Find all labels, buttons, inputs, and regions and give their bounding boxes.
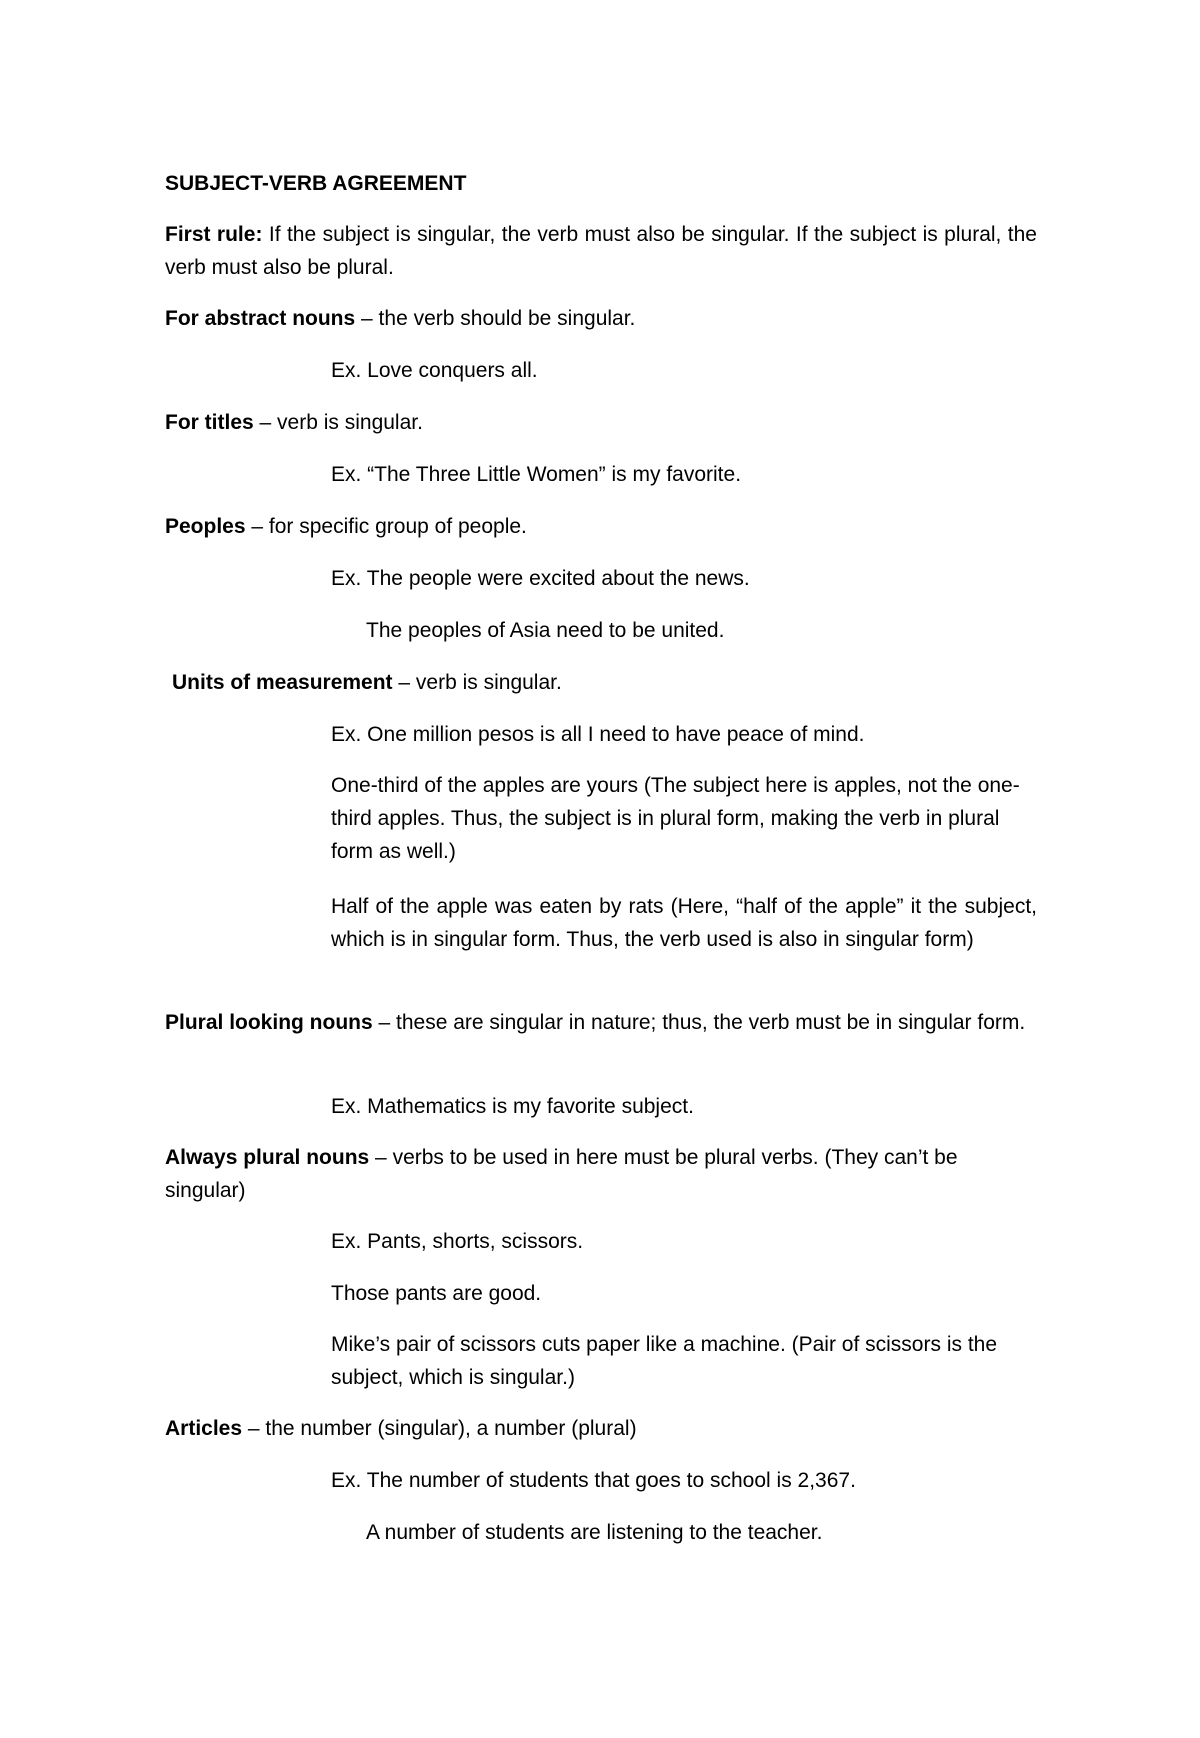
titles-rule <box>165 409 423 437</box>
titles-example: Ex. “The Three Little Women” is my favorite. <box>331 463 742 486</box>
first-rule-paragraph <box>165 218 1037 284</box>
units-label: Units of measurement <box>172 671 393 694</box>
peoples-example-1: Ex. The people were excited about the news. <box>331 567 750 590</box>
articles-label: Articles <box>165 1417 243 1440</box>
peoples-label: Peoples <box>165 515 246 538</box>
peoples-rule <box>165 513 527 541</box>
titles-label: For titles <box>165 411 254 434</box>
first-rule-text: If the subject is singular, the verb must also be singular. If the subject is plural, the verb must also be plural. <box>165 223 1037 279</box>
articles-rule <box>165 1415 637 1443</box>
always-plural-example-1: Ex. Pants, shorts, scissors. <box>331 1230 584 1253</box>
always-plural-label: Always plural nouns <box>165 1146 370 1169</box>
abstract-nouns-text: – the verb should be singular. <box>355 307 636 330</box>
articles-example-2: A number of students are listening to the teacher. <box>366 1521 823 1544</box>
abstract-nouns-example: Ex. Love conquers all. <box>331 359 538 382</box>
plural-looking-text: – these are singular in nature; thus, the verb must be in singular form. <box>372 1011 1026 1034</box>
document-title: SUBJECT-VERB AGREEMENT <box>165 172 467 195</box>
units-example-3: Half of the apple was eaten by rats (Here, “half of the apple” it the subject, which is in singular form. Thus, the verb used is also in singular form) <box>331 895 1037 951</box>
plural-looking-example: Ex. Mathematics is my favorite subject. <box>331 1095 694 1118</box>
abstract-nouns-rule <box>165 305 635 333</box>
peoples-text: – for specific group of people. <box>245 515 527 538</box>
always-plural-rule <box>165 1141 1037 1207</box>
articles-example-1: Ex. The number of students that goes to school is 2,367. <box>331 1469 856 1492</box>
units-example-1: Ex. One million pesos is all I need to have peace of mind. <box>331 723 865 746</box>
units-example-2: One-third of the apples are yours (The subject here is apples, not the one-third apples. Thus, the subject is in plural form, making the verb in plural form as well.) <box>331 774 1020 863</box>
plural-looking-rule <box>165 1006 1037 1039</box>
units-text: – verb is singular. <box>392 671 562 694</box>
plural-looking-label: Plural looking nouns <box>165 1011 373 1034</box>
first-rule-label: First rule: <box>165 223 263 246</box>
titles-text: – verb is singular. <box>253 411 423 434</box>
always-plural-example-2: Those pants are good. <box>331 1282 542 1305</box>
articles-text: – the number (singular), a number (plural) <box>242 1417 637 1440</box>
units-rule <box>172 669 562 697</box>
always-plural-example-3: Mike’s pair of scissors cuts paper like a machine. (Pair of scissors is the subject, which is singular.) <box>331 1333 998 1389</box>
always-plural-text: – verbs to be used in here must be plural verbs. (They can’t be singular) <box>165 1146 958 1202</box>
abstract-nouns-label: For abstract nouns <box>165 307 356 330</box>
peoples-example-2: The peoples of Asia need to be united. <box>366 619 725 642</box>
